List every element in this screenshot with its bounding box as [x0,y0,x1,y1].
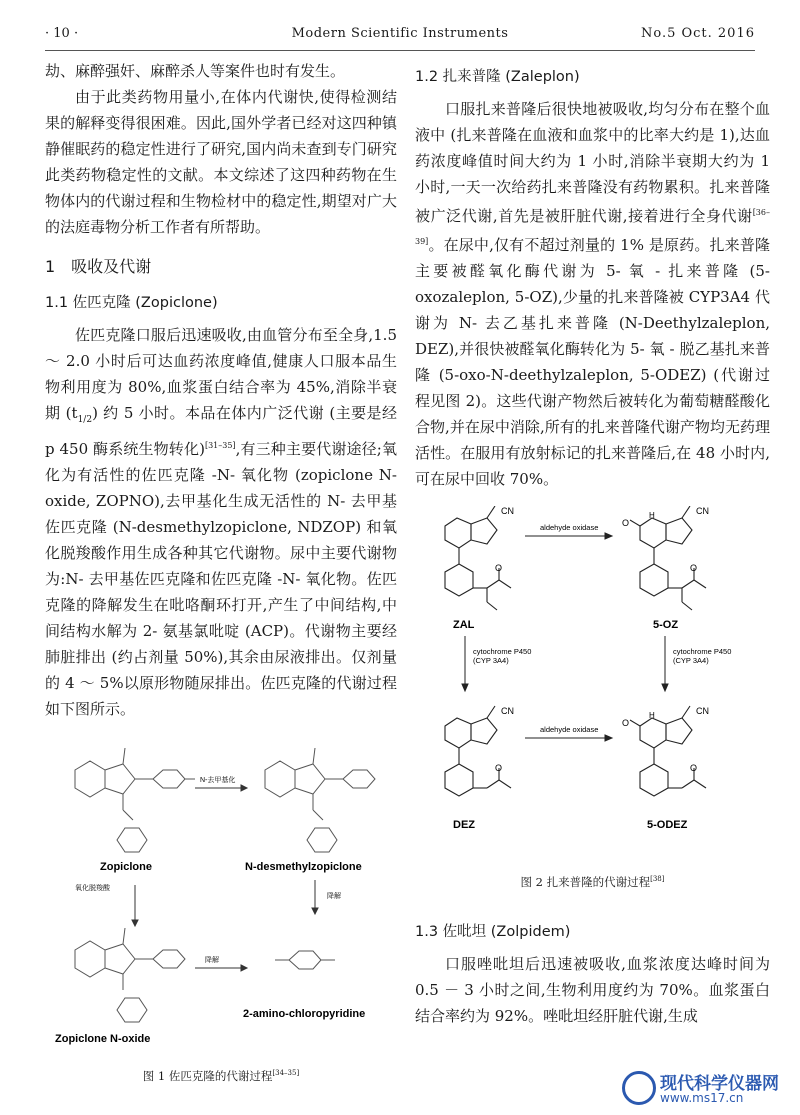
label-5-oz: 5-OZ [653,619,679,631]
dez-structure [445,706,511,796]
arrow-label-cyp450: cytochrome P450 [673,647,732,656]
5-odez-structure [630,706,706,796]
paragraph: 由于此类药物用量小,在体内代谢快,使得检测结果的解释变得很困难。因此,国外学者已经对这四种镇静催眠药的稳定性进行了研究,国内尚未查到专门研究此类药物稳定性的文献。本文综述了这四种药物在生物体内的代谢过程和生物检材中的稳定性,期望对广大的法庭毒物分析工作者有所帮助。 [45,88,397,236]
arrow-label-aldehyde-oxidase: aldehyde oxidase [540,523,599,532]
paragraph: 佐匹克隆口服后迅速吸收,由血管分布至全身,1.5 ～ 2.0 小时后可达血药浓度峰值,健康人口服本品生物利用度为 80%,血浆蛋白结合率为 45%,消除半衰期 $(t_{1/2})$ 约 5 小时。本品在体内广泛代谢 (主要是经 p 450 酶系统生物转化)[31–35],有三种主要代谢途径;氧化为有活性的佐匹克隆 -N- 氧化物 (zopiclone N-oxide, ZOPNO),去甲基化生成无活性的 N- 去甲基佐匹克隆 (N-desmethylzopiclone, NDZOP) 和氧化脱羧酸作用生成各种其它代谢物。尿中主要代谢物为:N- 去甲基佐匹克隆和佐匹克隆 -N- 氧化物。佐匹克隆的降解发生在吡咯酮环打开,产生了中间结构,中间结构水解为 2- 氨基氯吡啶 (ACP)。代谢物主要经肺脏排出 (约占剂量 50%),其余由尿液排出。仅剂量的 4 ～ 5%以原形物随尿排出。佐匹克隆的代谢过程如下图所示。 [45,326,398,718]
arrow-label-aldehyde-oxidase: aldehyde oxidase [540,725,599,734]
atom-cn: CN [696,706,709,716]
page-number: · 10 · [45,26,79,41]
subsection-heading: 1.2 扎来普隆 (Zaleplon) [415,69,580,85]
atom-h: H [649,511,655,520]
watermark-url: www.ms17.cn [660,1091,744,1105]
figure-2-caption: 图 2 扎来普隆的代谢过程[38] [520,874,665,889]
zopiclone-pathway-diagram [45,730,397,1050]
paragraph: 劫、麻醉强奸、麻醉杀人等案件也时有发生。 [45,62,346,80]
atom-o: O [495,763,503,773]
zopiclone-structure [75,748,195,852]
journal-title: Modern Scientific Instruments [291,26,509,41]
header-rule [45,50,755,51]
right-column [415,58,770,1029]
paragraph: 口服扎来普隆后很快地被吸收,均匀分布在整个血液中 (扎来普隆在血液和血浆中的比率大约是 1),达血药浓度峰值时间大约为 1 小时,消除半衰期大约为 1 小时,一天一次给药扎来普隆没有药物累积。扎来普隆被广泛代谢,首先是被肝脏代谢,接着进行全身代谢[36–39]。在尿中,仅有不超过剂量的 1% 是原药。扎来普隆主要被醛氧化酶代谢为 5- 氧 - 扎来普隆 (5-oxozaleplon, 5-OZ),少量的扎来普隆被 CYP3A4 代谢为 N- 去乙基扎来普隆 (N-Deethylzaleplon, DEZ),并很快被醛氧化酶转化为 5- 氧 - 脱乙基扎来普隆 (5-oxo-N-deethylzaleplon, 5-ODEZ) (代谢过程见图 2)。这些代谢产物然后被转化为葡萄糖醛酸化合物,并在尿中消除,所有的扎来普隆代谢产物均无药理活性。在服用有放射标记的扎来普隆后,在 48 小时内,可在尿中回收 70%。 [415,100,770,488]
reaction-arrows [132,785,318,971]
figure-1-caption: 图 1 佐匹克隆的代谢过程[34–35] [142,1068,300,1083]
atom-o: O [690,763,698,773]
label-zopiclone: Zopiclone [100,861,152,873]
label-dez: DEZ [453,819,475,831]
issue-info: No.5 Oct. 2016 [640,26,755,41]
atom-cn: CN [501,706,514,716]
arrow-label-cyp3a4: (CYP 3A4) [473,656,509,665]
watermark-title: 现代科学仪器网 [660,1074,779,1094]
atom-o: O [622,718,630,728]
arrow-label-cyp3a4: (CYP 3A4) [673,656,709,665]
label-5-odez: 5-ODEZ [647,819,688,831]
label-zopiclone-n-oxide: Zopiclone N-oxide [55,1033,151,1045]
arrow-label-degrade-2: 降解 [205,957,219,964]
atom-o: O [690,563,698,573]
label-n-desmethylzopiclone: N-desmethylzopiclone [245,861,362,873]
atom-h: H [649,711,655,720]
left-column [45,58,397,1089]
figure-2 [415,506,770,895]
arrow-label-cyp450: cytochrome P450 [473,647,532,656]
paragraph: 口服唑吡坦后迅速被吸收,血浆浓度达峰时间为 0.5 － 3 小时之间,生物利用度约为 70%。血浆蛋白结合率约为 92%。唑吡坦经肝脏代谢,生成 [415,954,770,1025]
zopiclone-n-oxide-structure [75,928,185,1022]
logo-icon [622,1071,656,1105]
atom-cn: CN [696,506,709,516]
subsection-heading: 1.3 佐吡坦 (Zolpidem) [415,923,571,940]
running-header [45,22,755,46]
label-2-amino-chloropyridine: 2-amino-chloropyridine [243,1008,366,1020]
n-desmethylzopiclone-structure [265,748,375,852]
label-zal: ZAL [453,619,475,631]
arrow-label-degrade-1: 降解 [327,893,341,900]
figure-1 [45,730,397,1089]
atom-cn: CN [501,506,514,516]
aminochloropyridine-structure [275,951,335,969]
zaleplon-pathway-diagram [415,506,770,856]
section-heading: 1 吸收及代谢 [45,257,152,276]
subsection-heading: 1.1 佐匹克隆 (Zopiclone) [45,295,218,311]
atom-o: O [622,518,630,528]
atom-o: O [495,563,503,573]
site-watermark [620,1069,790,1109]
arrow-label-demethylation: N-去甲基化 [200,777,236,784]
zal-structure [445,506,511,610]
5-oz-structure [630,506,706,610]
arrow-label-oxidation: 氧化脱羧酸 [75,885,110,892]
